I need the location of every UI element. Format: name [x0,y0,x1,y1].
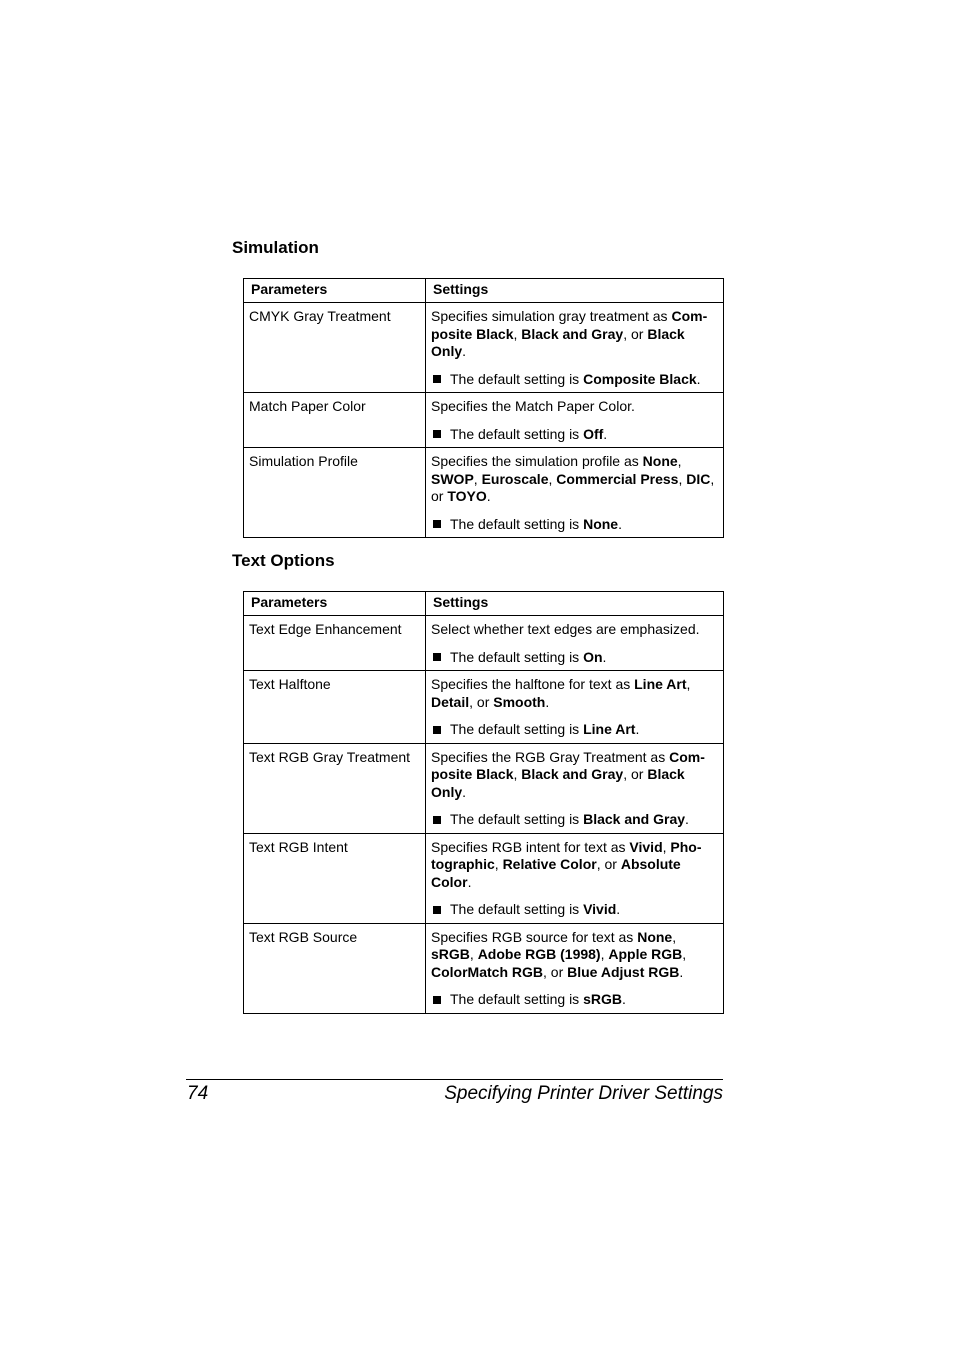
param-cell: Text RGB Gray Treatment [244,743,426,833]
simulation-table [243,278,724,538]
default-setting: The default setting is Composite Black. [431,371,718,389]
square-bullet-icon [433,906,441,914]
default-setting: The default setting is On. [431,649,718,667]
square-bullet-icon [433,375,441,383]
square-bullet-icon [433,653,441,661]
table-row [244,671,724,744]
table-row [244,448,724,538]
settings-cell [426,393,724,448]
page-number: 74 [187,1083,209,1104]
settings-cell [426,923,724,1013]
section-heading-text-options: Text Options [232,551,335,570]
square-bullet-icon [433,520,441,528]
table-row [244,303,724,393]
header-settings: Settings [426,592,724,616]
footer-divider [186,1079,723,1080]
settings-cell [426,743,724,833]
default-setting: The default setting is Vivid. [431,901,718,919]
setting-description: Specifies the Match Paper Color. [431,398,635,414]
param-cell: Simulation Profile [244,448,426,538]
settings-cell [426,833,724,923]
param-cell: Match Paper Color [244,393,426,448]
param-cell: Text Halftone [244,671,426,744]
header-settings: Settings [426,279,724,303]
header-parameters: Parameters [244,279,426,303]
setting-description: Select whether text edges are emphasized. [431,621,700,637]
table-row [244,616,724,671]
default-setting: The default setting is Off. [431,426,718,444]
section-heading-simulation: Simulation [232,238,319,257]
table-row [244,393,724,448]
footer-chapter-title: Specifying Printer Driver Settings [444,1083,723,1104]
settings-cell [426,303,724,393]
setting-description: Specifies the simulation profile as None, SWOP, Euroscale, Commercial Press, DIC, or TOYO. [431,453,715,504]
table-header-row [244,279,724,303]
setting-description: Specifies the RGB Gray Treatment as Com-posite Black, Black and Gray, or Black Only. [431,748,705,800]
square-bullet-icon [433,430,441,438]
table-row [244,923,724,1013]
text-options-table [243,591,724,1014]
settings-cell [426,671,724,744]
settings-cell [426,616,724,671]
setting-description: Specifies RGB source for text as None, sRGB, Adobe RGB (1998), Apple RGB, ColorMatch RGB, or Blue Adjust RGB. [431,928,687,980]
default-setting: The default setting is sRGB. [431,991,718,1009]
param-cell: CMYK Gray Treatment [244,303,426,393]
default-setting: The default setting is Black and Gray. [431,811,718,829]
header-parameters: Parameters [244,592,426,616]
table-row [244,743,724,833]
setting-description: Specifies simulation gray treatment as Com-posite Black, Black and Gray, or Black Only. [431,308,708,359]
table-header-row [244,592,724,616]
param-cell: Text Edge Enhancement [244,616,426,671]
default-setting: The default setting is Line Art. [431,721,718,739]
square-bullet-icon [433,726,441,734]
settings-cell [426,448,724,538]
setting-description: Specifies the halftone for text as Line Art, Detail, or Smooth. [431,676,691,710]
table-row [244,833,724,923]
default-setting: The default setting is None. [431,516,718,534]
param-cell: Text RGB Intent [244,833,426,923]
square-bullet-icon [433,996,441,1004]
param-cell: Text RGB Source [244,923,426,1013]
square-bullet-icon [433,816,441,824]
setting-description: Specifies RGB intent for text as Vivid, Pho-tographic, Relative Color, or Absolute Color. [431,838,702,890]
